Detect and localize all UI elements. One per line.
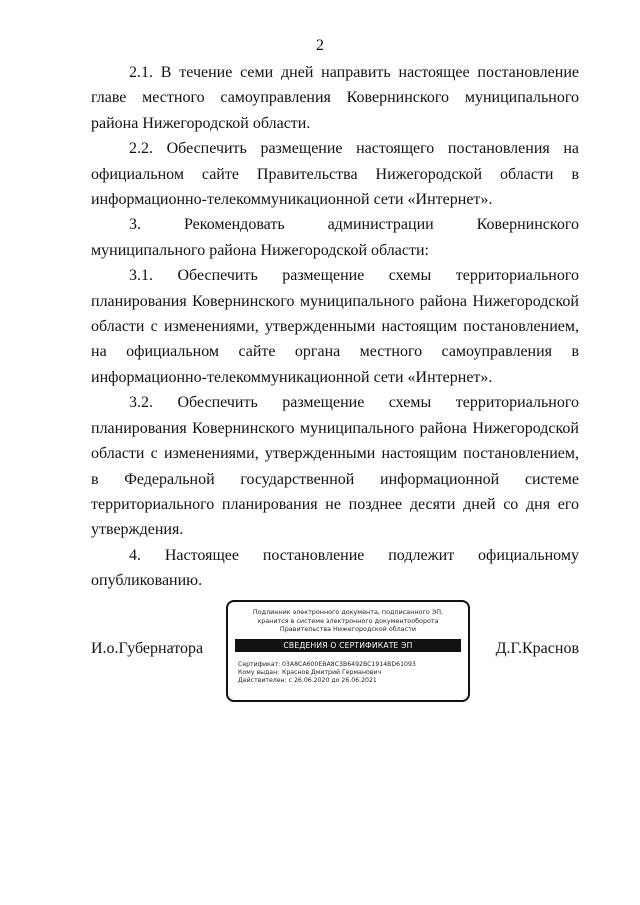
signatory-title: И.о.Губернатора bbox=[91, 640, 204, 657]
certificate-value: 03A8CA600EBA8C3B6492BC1914BD61093 bbox=[281, 660, 416, 668]
stamp-header bbox=[228, 608, 468, 634]
issued-to-value: Краснов Дмитрий Германович bbox=[281, 668, 382, 676]
stamp-heading: СВЕДЕНИЯ О СЕРТИФИКАТЕ ЭП bbox=[235, 639, 461, 652]
stamp-line-1: Подлинник электронного документа, подписанного ЭП, bbox=[252, 608, 444, 616]
paragraph-2-1: 2.1. В течение семи дней направить настоящее постановление главе местного самоуправления Ковернинского муниципального района Нижегородской области. bbox=[91, 64, 579, 132]
certificate-label: Сертификат: bbox=[238, 660, 281, 668]
electronic-signature-stamp bbox=[226, 600, 470, 702]
stamp-details bbox=[238, 661, 468, 685]
paragraph-3-1: 3.1. Обеспечить размещение схемы территориального планирования Ковернинского муниципального района Нижегородской области с изменениями, утвержденными настоящим постановлением, на официальном сайте органа местного самоуправления в информационно-телекоммуникационной сети «Интернет». bbox=[91, 267, 579, 386]
issued-to-row bbox=[238, 669, 468, 677]
signatory-name: Д.Г.Краснов bbox=[495, 640, 579, 657]
document-body bbox=[91, 60, 579, 594]
issued-to-label: Кому выдан: bbox=[238, 668, 280, 676]
certificate-row bbox=[238, 661, 468, 669]
paragraph-3-2: 3.2. Обеспечить размещение схемы территориального планирования Ковернинского муниципального района Нижегородской области с изменениями, утвержденными настоящим постановлением, в Федеральной государственной информационной системе территориального планирования не позднее десяти дней со дня его утверждения. bbox=[91, 394, 579, 539]
stamp-line-3: Правительства Нижегородской области bbox=[279, 625, 417, 634]
page-number: 2 bbox=[316, 37, 324, 54]
paragraph-2-2: 2.2. Обеспечить размещение настоящего постановления на официальном сайте Правительства Нижегородской области в информационно-телекоммуникационной сети «Интернет». bbox=[91, 140, 579, 209]
paragraph-3: 3. Рекомендовать администрации Ковернинского муниципального района Нижегородской области: bbox=[91, 216, 579, 259]
validity-value: с 26.06.2020 до 26.06.2021 bbox=[288, 676, 377, 684]
validity-label: Действителен: bbox=[238, 676, 287, 684]
validity-row bbox=[238, 677, 468, 685]
paragraph-4: 4. Настоящее постановление подлежит официальному опубликованию. bbox=[91, 546, 579, 590]
stamp-line-2: хранится в системе электронного документооборота bbox=[257, 616, 439, 625]
